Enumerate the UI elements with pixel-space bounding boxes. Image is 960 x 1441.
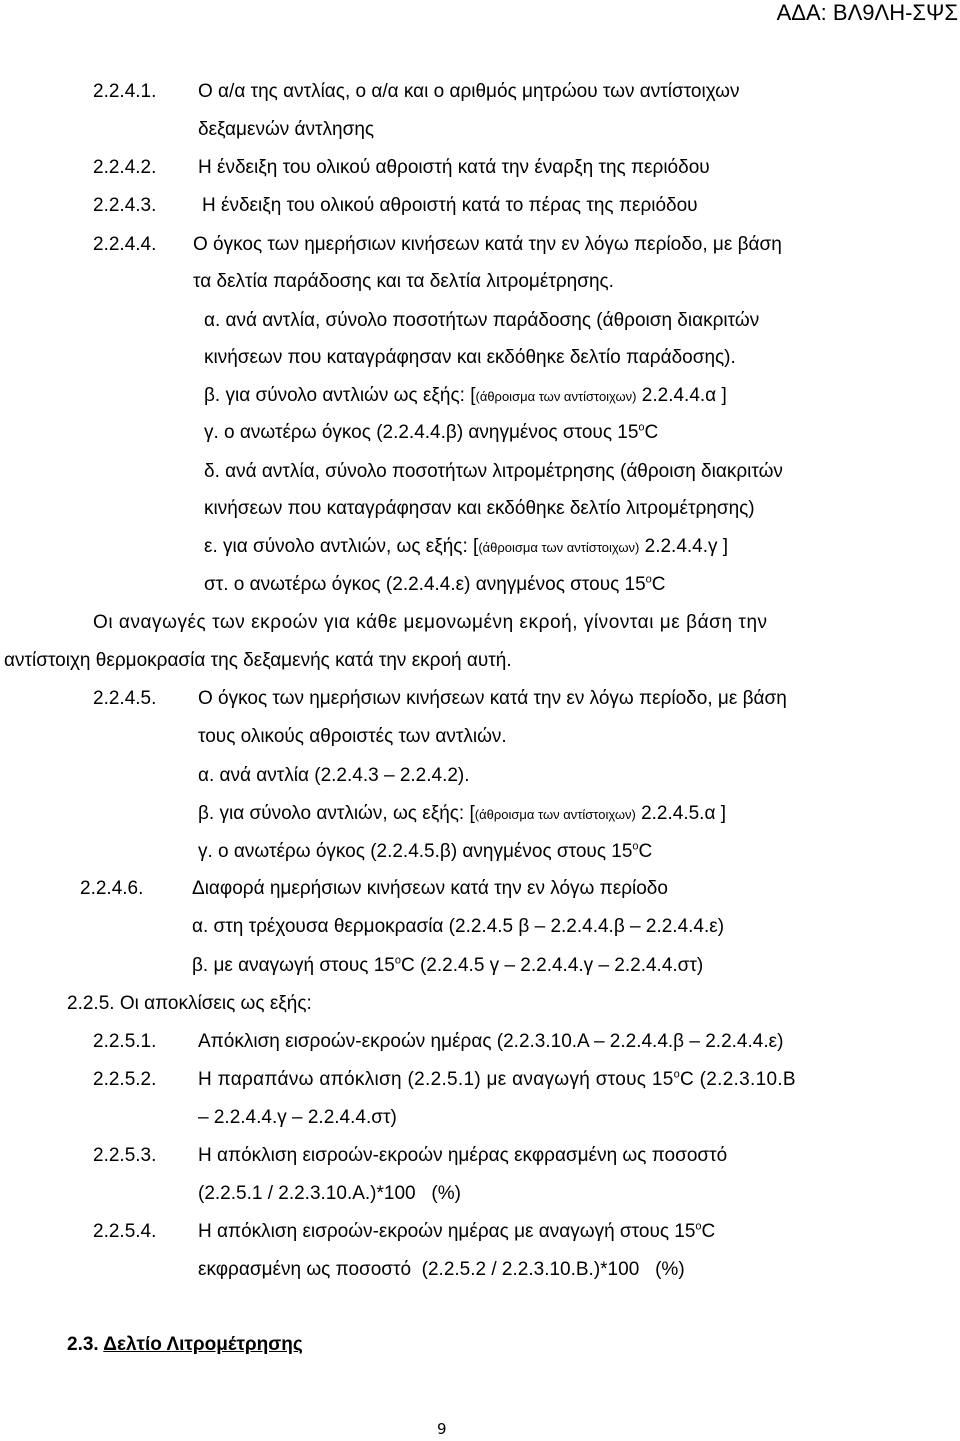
item-text-part: C (2.2.3.10.Β (680, 1069, 796, 1090)
paragraph-line: αντίστοιχη θερμοκρασία της δεξαμενής κατά την εκροή αυτή. (4, 650, 512, 671)
subitem-e-text: ε. για σύνολο αντλιών, ως εξής: [ (204, 536, 479, 557)
degree-sup: ο (695, 1220, 702, 1233)
item-text: τους ολικούς αθροιστές των αντλιών. (198, 726, 507, 747)
degree-sup: ο (632, 840, 639, 853)
item-text: Διαφορά ημερήσιων κινήσεων κατά την εν λόγω περίοδο (192, 878, 668, 899)
degree-sup: ο (394, 954, 401, 967)
item-heading: 2.2.5. Οι αποκλίσεις ως εξής: (67, 993, 312, 1014)
item-number: 2.2.5.4. (93, 1221, 157, 1242)
item-text: Η απόκλιση εισροών-εκροών ημέρας εκφρασμένη ως ποσοστό (198, 1145, 728, 1166)
subitem-b-note: (άθροισμα των αντίστοιχων) (474, 807, 636, 822)
degree-sup: ο (638, 421, 645, 434)
degree-sup: ο (645, 573, 652, 586)
subitem-b (198, 802, 726, 827)
unit: C (701, 1221, 716, 1242)
subitem-st (204, 573, 666, 597)
item-number: 2.2.4.2. (93, 157, 157, 178)
subitem-b-ref: C (2.2.4.5 γ – 2.2.4.4.γ – 2.2.4.4.στ) (400, 955, 704, 976)
subitem-e (204, 535, 728, 560)
item-text: (2.2.5.1 / 2.2.3.10.Α.)*100 (%) (198, 1183, 461, 1204)
subitem-b-note: (άθροισμα των αντίστοιχων) (475, 389, 637, 404)
subitem-a: α. ανά αντλία, σύνολο ποσοτήτων παράδοσης (άθροιση διακριτών (204, 310, 760, 331)
subitem-g-text: γ. ο ανωτέρω όγκος (2.2.4.4.β) ανηγμένος στους 15 (204, 422, 639, 443)
subitem-d: δ. ανά αντλία, σύνολο ποσοτήτων λιτρομέτρησης (άθροιση διακριτών (204, 461, 783, 482)
degree-sup: ο (673, 1068, 681, 1081)
item-text: – 2.2.4.4.γ – 2.2.4.4.στ) (198, 1107, 397, 1128)
subitem-e-note: (άθροισμα των αντίστοιχων) (478, 540, 640, 555)
subitem-b-text: β. για σύνολο αντλιών ως εξής: [ (204, 385, 476, 406)
item-number: 2.2.4.3. (93, 195, 157, 216)
subitem-b-ref: 2.2.4.4.α ] (636, 385, 727, 406)
item-number: 2.2.4.4. (93, 234, 157, 255)
item-text (198, 1220, 715, 1244)
item-text: εκφρασμένη ως ποσοστό (2.2.5.2 / 2.2.3.10.Β.)*100 (%) (198, 1259, 685, 1280)
subitem-st-text: στ. ο ανωτέρω όγκος (2.2.4.4.ε) ανηγμένος στους 15 (204, 574, 646, 595)
unit: C (644, 422, 659, 443)
subitem-a: α. ανά αντλία (2.2.4.3 – 2.2.4.2). (198, 765, 470, 786)
section-heading (67, 1333, 303, 1357)
item-number: 2.2.5.1. (93, 1031, 157, 1052)
item-number: 2.2.5.3. (93, 1145, 157, 1166)
page-number: 9 (437, 1420, 447, 1438)
subitem-d-cont: κινήσεων που καταγράφησαν και εκδόθηκε δελτίο λιτρομέτρησης) (204, 498, 755, 519)
item-text-part: Η απόκλιση εισροών-εκροών ημέρας με αναγωγή στους 15 (198, 1221, 696, 1242)
item-text-part: Η παραπάνω απόκλιση (2.2.5.1) με αναγωγή στους 15 (198, 1069, 674, 1090)
item-text: Ο όγκος των ημερήσιων κινήσεων κατά την εν λόγω περίοδο, με βάση (193, 234, 782, 255)
subitem-b (192, 954, 703, 978)
subitem-b-text: β. με αναγωγή στους 15 (192, 955, 395, 976)
item-text: Απόκλιση εισροών-εκροών ημέρας (2.2.3.10.Α – 2.2.4.4.β – 2.2.4.4.ε) (198, 1031, 784, 1052)
item-number: 2.2.4.5. (93, 688, 157, 709)
item-text (198, 1068, 796, 1092)
section-title: Δελτίο Λιτρομέτρησης (103, 1334, 303, 1355)
item-number: 2.2.5.2. (93, 1069, 157, 1090)
subitem-g-text: γ. ο ανωτέρω όγκος (2.2.4.5.β) ανηγμένος στους 15 (198, 841, 633, 862)
subitem-b-text: β. για σύνολο αντλιών, ως εξής: [ (198, 803, 475, 824)
paragraph-line: Οι αναγωγές των εκροών για κάθε μεμονωμένη εκροή, γίνονται με βάση την (93, 612, 768, 633)
item-number: 2.2.4.1. (93, 81, 157, 102)
section-number: 2.3. (67, 1334, 99, 1355)
item-text: δεξαμενών άντλησης (198, 119, 375, 140)
subitem-b (204, 384, 727, 409)
subitem-a: α. στη τρέχουσα θερμοκρασία (2.2.4.5 β – 2.2.4.4.β – 2.2.4.4.ε) (192, 916, 725, 937)
subitem-g (204, 421, 658, 445)
unit: C (651, 574, 666, 595)
item-text: Ο α/α της αντλίας, ο α/α και ο αριθμός μητρώου των αντίστοιχων (198, 81, 740, 102)
subitem-b-ref: 2.2.4.5.α ] (635, 803, 727, 824)
subitem-g (198, 840, 652, 864)
item-text: Ο όγκος των ημερήσιων κινήσεων κατά την εν λόγω περίοδο, με βάση (198, 688, 787, 709)
item-text: τα δελτία παράδοσης και τα δελτία λιτρομέτρησης. (193, 271, 614, 292)
subitem-e-ref: 2.2.4.4.γ ] (639, 536, 729, 557)
item-text: Η ένδειξη του ολικού αθροιστή κατά την έναρξη της περιόδου (198, 157, 710, 178)
unit: C (638, 841, 653, 862)
item-text: Η ένδειξη του ολικού αθροιστή κατά το πέρας της περιόδου (202, 195, 698, 216)
item-number: 2.2.4.6. (80, 878, 144, 899)
subitem-a-cont: κινήσεων που καταγράφησαν και εκδόθηκε δελτίο παράδοσης). (204, 347, 736, 368)
document-ada-header: ΑΔΑ: ΒΛ9ΛΗ-ΣΨΣ (776, 0, 958, 25)
